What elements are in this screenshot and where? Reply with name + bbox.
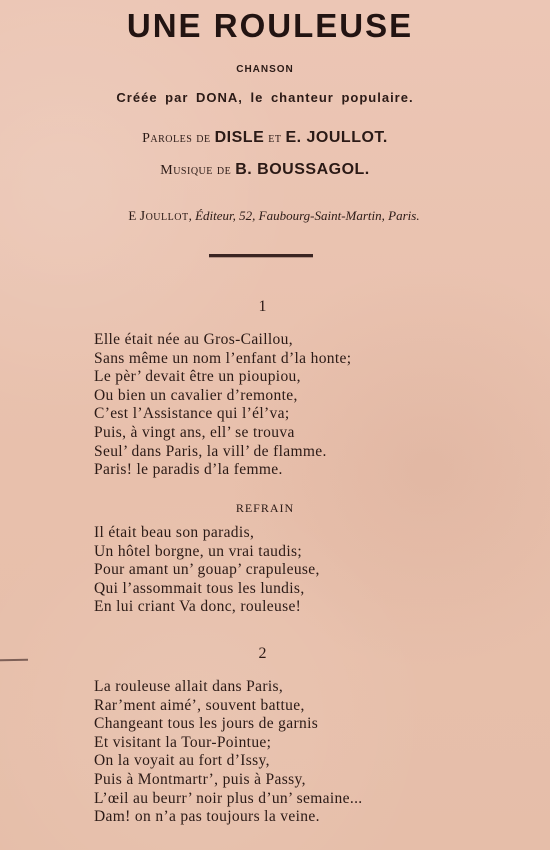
- refrain-line: Il était beau son paradis,: [94, 524, 255, 541]
- refrain: [94, 524, 320, 617]
- verse-line: Elle était née au Gros-Caillou,: [94, 331, 293, 348]
- verse-line: Rar’ment aimé’, souvent battue,: [94, 696, 305, 714]
- lyrics-prefix: Paroles de: [142, 131, 215, 146]
- verse-line: Le pèr’ devait être un pioupiou,: [94, 368, 301, 386]
- music-prefix: Musique de: [160, 163, 236, 178]
- refrain-line: Un hôtel borgne, un vrai taudis;: [94, 542, 303, 560]
- publisher-line: [0, 208, 548, 225]
- stanza-number-2: 2: [258, 645, 267, 662]
- stanza-number-1: 1: [258, 298, 267, 315]
- verse-line: Dam! on n’a pas toujours la veine.: [94, 808, 320, 826]
- composer-name: B. BOUSSAGOL.: [235, 161, 370, 178]
- lyricist-two: E. JOULLOT.: [285, 129, 388, 146]
- verse-line: Ou bien un cavalier d’remonte,: [94, 386, 298, 404]
- verse-line: La rouleuse allait dans Paris,: [94, 678, 284, 695]
- verse-line: Puis, à vingt ans, ell’ se trouva: [94, 423, 295, 441]
- verse-line: On la voyait au fort d’Issy,: [94, 752, 270, 770]
- stanza-2: [94, 678, 363, 827]
- creator-credit: Créée par DONA, le chanteur populaire.: [116, 90, 414, 105]
- refrain-label: REFRAIN: [235, 501, 295, 515]
- publisher-address: , Éditeur, 52, Faubourg-Saint-Martin, Paris.: [188, 208, 420, 223]
- verse-line: L’œil au beurr’ noir plus d’un’ semaine...: [94, 789, 363, 807]
- lyrics-connector: et: [264, 131, 286, 146]
- song-subtitle: CHANSON: [236, 64, 294, 75]
- stanza-1: [94, 331, 351, 480]
- refrain-line: Qui l’assommait tous les lundis,: [94, 579, 305, 597]
- verse-line: Sans même un nom l’enfant d’la honte;: [94, 349, 352, 367]
- publisher-name: Joullot: [139, 209, 189, 224]
- song-title: UNE ROULEUSE: [126, 7, 414, 44]
- verse-line: Paris! le paradis d’la femme.: [94, 461, 283, 479]
- refrain-line: Pour amant un’ gouap’ crapuleuse,: [94, 561, 320, 579]
- lyrics-credit: [0, 129, 530, 147]
- publisher-initial: E: [128, 208, 140, 223]
- lyricist-one: DISLE: [214, 129, 265, 146]
- verse-line: Changeant tous les jours de garnis: [94, 715, 319, 733]
- music-credit: [0, 161, 530, 179]
- verse-line: C’est l’Assistance qui l’él’va;: [94, 405, 290, 423]
- verse-line: Et visitant la Tour-Pointue;: [94, 733, 272, 751]
- refrain-line: En lui criant Va donc, rouleuse!: [94, 598, 302, 616]
- verse-line: Seul’ dans Paris, la vill’ de flamme.: [94, 442, 327, 460]
- decorative-divider: [209, 254, 313, 257]
- verse-line: Puis à Montmartr’, puis à Passy,: [94, 770, 306, 788]
